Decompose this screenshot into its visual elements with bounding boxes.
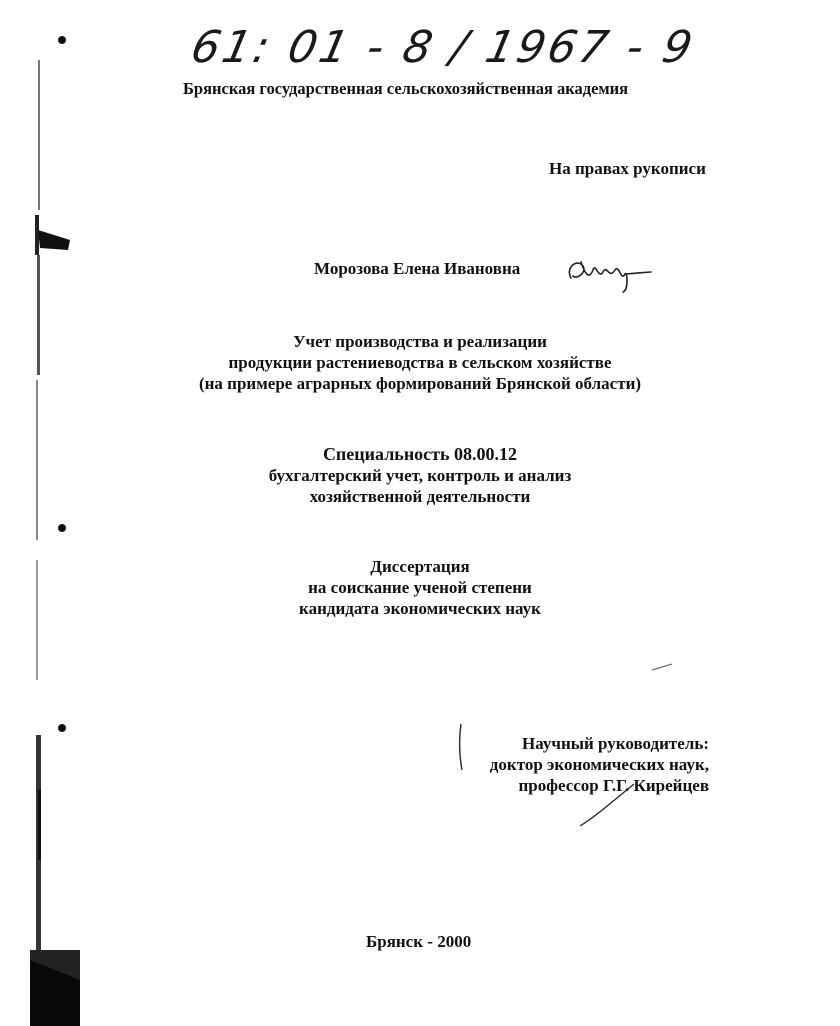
rights-note: На правах рукописи — [549, 159, 706, 178]
title-line: Учет производства и реализации — [293, 332, 547, 351]
degree-line: на соискание ученой степени — [308, 578, 532, 597]
specialty-code: Специальность 08.00.12 — [322, 444, 518, 464]
degree-line: Диссертация — [370, 557, 470, 576]
pen-mark — [455, 722, 467, 772]
institution-name: Брянская государственная сельскохозяйственная академия — [183, 79, 629, 98]
city-and-year: Брянск - 2000 — [366, 932, 472, 951]
advisor-line: доктор экономических наук, — [489, 755, 709, 774]
svg-text:61: 01 - 8 / 1967 - 9: 61: 01 - 8 / 1967 - 9 — [186, 22, 700, 73]
degree-block — [0, 556, 840, 619]
author-signature — [563, 250, 653, 300]
author-name: Морозова Елена Ивановна — [314, 259, 521, 278]
title-line: (на примере аграрных формирований Брянской области) — [198, 374, 642, 393]
dissertation-title — [0, 331, 840, 394]
advisor-line: Научный руководитель: — [522, 734, 709, 753]
specialty-name-line: хозяйственной деятельности — [309, 487, 531, 506]
scan-speck — [650, 662, 674, 672]
title-line: продукции растениеводства в сельском хозяйстве — [228, 353, 612, 372]
handwritten-archive-number — [186, 10, 700, 80]
specialty-name-line: бухгалтерский учет, контроль и анализ — [268, 466, 572, 485]
advisor-signature-stroke — [578, 780, 638, 830]
advisor-line: профессор Г.Г. Кирейцев — [518, 776, 709, 795]
degree-line: кандидата экономических наук — [299, 599, 541, 618]
specialty-block — [0, 444, 840, 507]
scan-edge-marks — [0, 0, 80, 1026]
